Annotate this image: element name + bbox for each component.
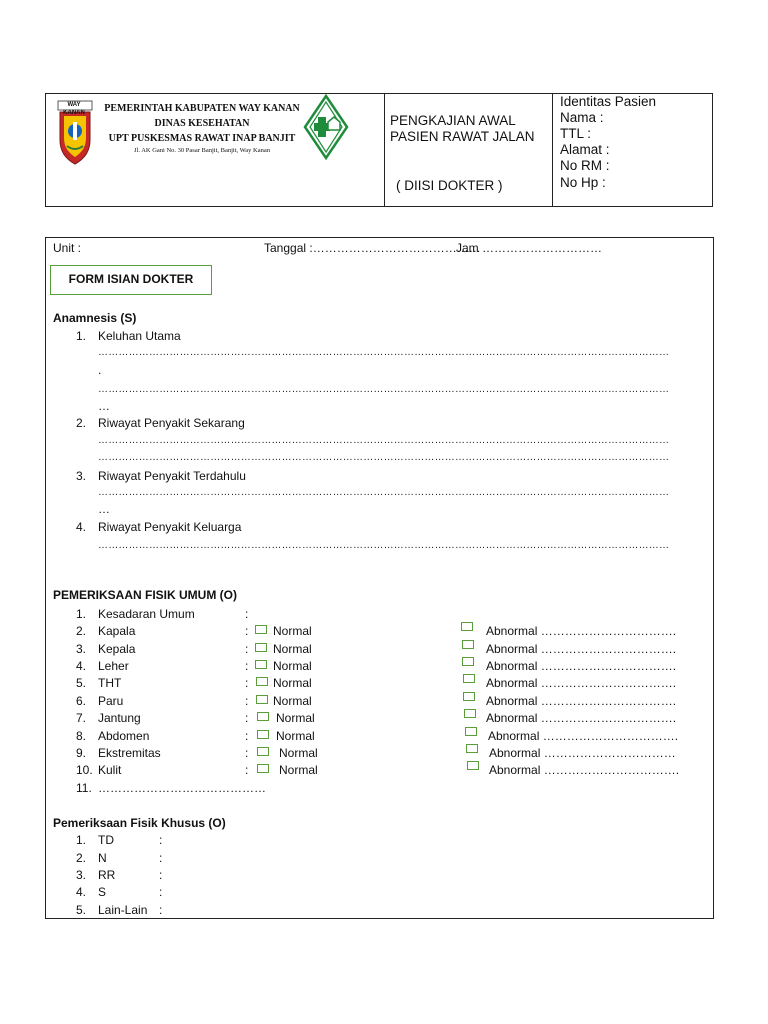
umum-row-num: 10. [76, 763, 93, 777]
gov-line-1: PEMERINTAH KABUPATEN WAY KANAN [104, 103, 300, 114]
jam-label: Jam ………………………… [456, 241, 603, 255]
abnormal-checkbox[interactable] [464, 709, 476, 718]
normal-checkbox[interactable] [257, 712, 269, 721]
khusus-label: S [98, 885, 107, 899]
anamnesis-item-4: Riwayat Penyakit Keluarga [98, 520, 242, 534]
umum-row-colon: : [245, 729, 249, 743]
identity-ttl: TTL : [560, 126, 592, 141]
subtitle: ( DIISI DOKTER ) [396, 178, 503, 193]
abnormal-label[interactable]: Abnormal ……………………………. [486, 624, 677, 638]
abnormal-label[interactable]: Abnormal …………………………… [489, 746, 676, 760]
abnormal-checkbox[interactable] [461, 622, 473, 631]
fill-line[interactable]: …………………………………………………………………………………………………………………………………………………… [98, 347, 670, 358]
abnormal-label[interactable]: Abnormal ……………………………. [486, 694, 677, 708]
unit-label: Unit : [53, 241, 82, 255]
anamnesis-item-1: Keluhan Utama [98, 329, 181, 343]
address: Jl. AK Gani No. 30 Pasar Banjit, Banjit, Way Kanan [133, 147, 271, 154]
umum-row-colon: : [245, 659, 249, 673]
umum-row-label: Abdomen [98, 729, 150, 743]
abnormal-checkbox[interactable] [466, 744, 478, 753]
gov-line-2: DINAS KESEHATAN [154, 118, 250, 129]
anamnesis-heading: Anamnesis (S) [53, 311, 137, 325]
khusus-num: 3. [76, 868, 87, 882]
anamnesis-num-4: 4. [76, 520, 87, 534]
puskesmas-logo-icon [303, 94, 349, 160]
abnormal-checkbox[interactable] [463, 692, 475, 701]
identity-alamat: Alamat : [560, 142, 610, 157]
umum-row-colon: : [245, 694, 249, 708]
fill-extra: … [98, 502, 110, 516]
fill-line[interactable]: …………………………………………………………………………………………………………………………………………………… [98, 540, 670, 551]
khusus-colon[interactable]: : [159, 851, 163, 865]
anamnesis-item-2: Riwayat Penyakit Sekarang [98, 416, 245, 430]
umum-row-colon: : [245, 676, 249, 690]
identity-nohp: No Hp : [560, 175, 606, 190]
normal-label: Normal [273, 659, 312, 673]
umum-colon-1: : [245, 607, 249, 621]
fill-line[interactable]: …………………………………………………………………………………………………………………………………………………… [98, 384, 670, 395]
abnormal-checkbox[interactable] [465, 727, 477, 736]
normal-checkbox[interactable] [255, 625, 267, 634]
umum-row-label: Ekstremitas [98, 746, 161, 760]
normal-checkbox[interactable] [255, 660, 267, 669]
normal-label: Normal [276, 711, 315, 725]
normal-checkbox[interactable] [257, 730, 269, 739]
pemeriksaan-umum-heading: PEMERIKSAAN FISIK UMUM (O) [53, 588, 237, 602]
abnormal-label[interactable]: Abnormal ……………………………. [489, 763, 680, 777]
khusus-num: 5. [76, 903, 87, 917]
umum-row-num: 2. [76, 624, 87, 638]
abnormal-label[interactable]: Abnormal ……………………………. [486, 676, 677, 690]
khusus-num: 1. [76, 833, 87, 847]
umum-row-num: 4. [76, 659, 87, 673]
umum-row-colon: : [245, 763, 249, 777]
anamnesis-num-1: 1. [76, 329, 87, 343]
form-title: FORM ISIAN DOKTER [50, 265, 212, 295]
title-line-1: PENGKAJIAN AWAL [390, 113, 516, 128]
khusus-colon[interactable]: : [159, 833, 163, 847]
umum-num-11: 11. [76, 781, 92, 795]
normal-label: Normal [276, 729, 315, 743]
umum-row-label: THT [98, 676, 122, 690]
normal-checkbox[interactable] [255, 643, 267, 652]
normal-label: Normal [273, 694, 312, 708]
gov-line-3: UPT PUSKESMAS RAWAT INAP BANJIT [108, 133, 296, 144]
fill-extra: . [98, 363, 102, 377]
umum-row-label: Leher [98, 659, 129, 673]
abnormal-label[interactable]: Abnormal ……………………………. [486, 711, 677, 725]
umum-row-num: 6. [76, 694, 87, 708]
umum-row-colon: : [245, 624, 249, 638]
identity-heading: Identitas Pasien [560, 94, 657, 109]
abnormal-label[interactable]: Abnormal ……………………………. [488, 729, 679, 743]
umum-row-colon: : [245, 746, 249, 760]
umum-row-num: 9. [76, 746, 87, 760]
umum-label-1: Kesadaran Umum [98, 607, 195, 621]
normal-checkbox[interactable] [257, 747, 269, 756]
anamnesis-num-3: 3. [76, 469, 87, 483]
khusus-label: N [98, 851, 107, 865]
umum-row-num: 3. [76, 642, 87, 656]
khusus-label: RR [98, 868, 116, 882]
umum-row-label: Kapala [98, 624, 136, 638]
khusus-colon[interactable]: : [159, 903, 163, 917]
normal-checkbox[interactable] [256, 695, 268, 704]
khusus-num: 2. [76, 851, 87, 865]
fill-line[interactable]: …………………………………………………………………………………………………………………………………………………… [98, 435, 670, 446]
khusus-num: 4. [76, 885, 87, 899]
normal-label: Normal [273, 642, 312, 656]
umum-row-label: Kulit [98, 763, 122, 777]
khusus-colon[interactable]: : [159, 885, 163, 899]
abnormal-checkbox[interactable] [462, 640, 474, 649]
normal-label: Normal [279, 746, 318, 760]
normal-label: Normal [273, 624, 312, 638]
normal-label: Normal [279, 763, 318, 777]
umum-row-label: Jantung [98, 711, 141, 725]
anamnesis-item-3: Riwayat Penyakit Terdahulu [98, 469, 246, 483]
umum-label-11[interactable]: …………………………………… [98, 781, 266, 795]
normal-checkbox[interactable] [257, 764, 269, 773]
umum-row-label: Paru [98, 694, 124, 708]
anamnesis-num-2: 2. [76, 416, 87, 430]
pemeriksaan-khusus-heading: Pemeriksaan Fisik Khusus (O) [53, 816, 226, 830]
umum-row-num: 5. [76, 676, 87, 690]
title-line-2: PASIEN RAWAT JALAN [390, 129, 535, 144]
abnormal-checkbox[interactable] [467, 761, 479, 770]
umum-row-colon: : [245, 711, 249, 725]
fill-line[interactable]: …………………………………………………………………………………………………………………………………………………… [98, 487, 670, 498]
khusus-colon[interactable]: : [159, 868, 163, 882]
umum-row-num: 8. [76, 729, 87, 743]
tanggal-label: Tanggal :…………………………………… [264, 241, 481, 255]
logo-label: WAY KANAN [63, 102, 85, 116]
umum-row-num: 7. [76, 711, 87, 725]
normal-label: Normal [273, 676, 312, 690]
umum-row-label: Kepala [98, 642, 136, 656]
identity-norm: No RM : [560, 158, 610, 173]
fill-line[interactable]: …………………………………………………………………………………………………………………………………………………… [98, 452, 670, 463]
fill-extra: … [98, 399, 110, 413]
umum-row-colon: : [245, 642, 249, 656]
abnormal-checkbox[interactable] [462, 657, 474, 666]
normal-checkbox[interactable] [256, 677, 268, 686]
abnormal-label[interactable]: Abnormal ……………………………. [486, 659, 677, 673]
abnormal-checkbox[interactable] [463, 674, 475, 683]
umum-num-1: 1. [76, 607, 87, 621]
identity-nama: Nama : [560, 110, 604, 125]
khusus-label: Lain-Lain [98, 903, 148, 917]
khusus-label: TD [98, 833, 114, 847]
abnormal-label[interactable]: Abnormal ……………………………. [486, 642, 677, 656]
